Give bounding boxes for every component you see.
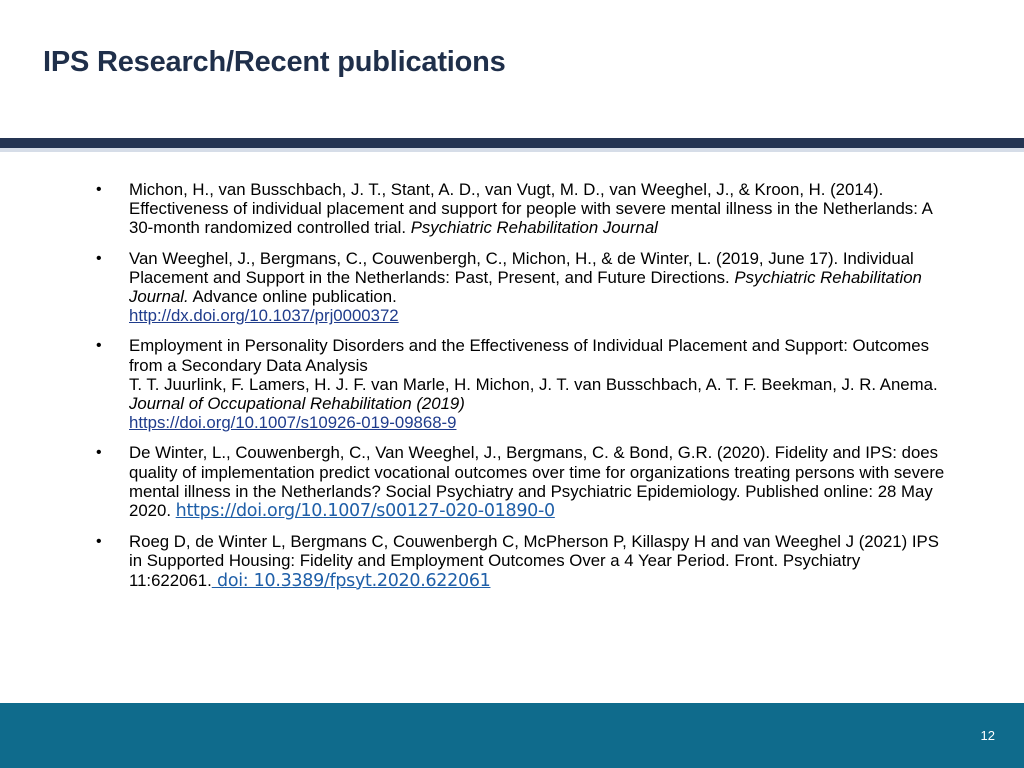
bullet-marker: • xyxy=(96,444,102,462)
reference-journal: Psychiatric Rehabilitation Journal. xyxy=(129,267,922,307)
reference-text: Van Weeghel, J., Bergmans, C., Couwenbergh, C., Michon, H., & de Winter, L. (2019, June 17). Individual Placement and Support in the Netherlands: Past, Present, and Future Directions. xyxy=(129,248,914,287)
reference-note: Advance online publication. xyxy=(188,287,397,307)
slide-title: IPS Research/Recent publications xyxy=(43,46,506,78)
page-number: 12 xyxy=(980,728,995,743)
bullet-marker: • xyxy=(96,181,102,198)
reference-item-2 xyxy=(96,249,946,326)
reference-text: De Winter, L., Couwenbergh, C., Van Weeghel, J., Bergmans, C. & Bond, G.R. (2020). Fidelity and IPS: does quality of implementation predict vocational outcomes over time for organizations treating persons with severe mental illness in the Netherlands? Social Psychiatry and Psychiatric Epidemiology. Published online: 28 May 2020. xyxy=(129,443,945,521)
reference-doi-link[interactable]: http://dx.doi.org/10.1037/prj0000372 xyxy=(129,306,399,326)
bullet-marker: • xyxy=(96,337,102,355)
reference-doi-link[interactable]: https://doi.org/10.1007/s00127-020-01890-0 xyxy=(175,501,555,522)
reference-item-1 xyxy=(96,180,946,238)
reference-text: Roeg D, de Winter L, Bergmans C, Couwenbergh C, McPherson P, Killaspy H and van Weeghel J (2021) IPS in Supported Housing: Fidelity and Employment Outcomes Over a 4 Year Period. Front. Psychiatry 11:622061. xyxy=(129,532,939,590)
reference-item-3 xyxy=(96,336,952,433)
bullet-marker: • xyxy=(96,249,102,267)
bullet-marker: • xyxy=(96,533,102,551)
reference-item-5 xyxy=(96,532,946,591)
reference-list xyxy=(96,180,952,602)
reference-journal: Psychiatric Rehabilitation Journal xyxy=(410,218,658,238)
reference-doi-link[interactable]: doi: 10.3389/fpsyt.2020.622061 xyxy=(211,570,491,591)
footer-bar xyxy=(0,703,1024,768)
header-divider-shadow xyxy=(0,148,1024,152)
reference-journal: Journal of Occupational Rehabilitation (2019) xyxy=(129,394,465,414)
reference-doi-link[interactable]: https://doi.org/10.1007/s10926-019-09868-9 xyxy=(129,413,457,433)
reference-item-4 xyxy=(96,443,946,521)
reference-authors: T. T. Juurlink, F. Lamers, H. J. F. van Marle, H. Michon, J. T. van Busschbach, A. T. F. Beekman, J. R. Anema. xyxy=(129,374,952,394)
reference-text: Michon, H., van Busschbach, J. T., Stant, A. D., van Vugt, M. D., van Weeghel, J., & Kroon, H. (2014). Effectiveness of individual placement and support for people with severe mental illness in the Netherlands: A 30-month randomized controlled trial. xyxy=(129,180,932,238)
reference-title: Employment in Personality Disorders and the Effectiveness of Individual Placement and Support: Outcomes from a Secondary Data Analysis xyxy=(129,336,930,375)
header-divider-bar xyxy=(0,138,1024,148)
